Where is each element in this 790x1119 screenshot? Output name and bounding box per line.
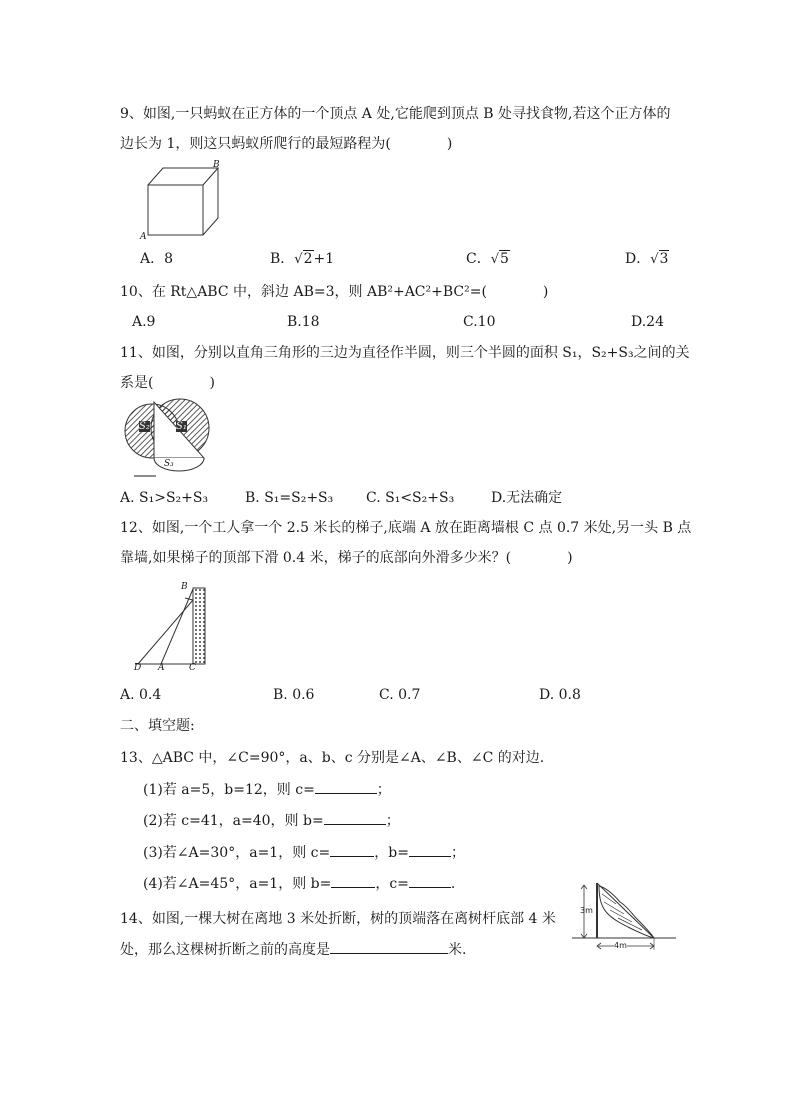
q9-option-d: D．√3	[625, 251, 669, 267]
answer-blank[interactable]	[409, 842, 451, 857]
q10-option-a: A.9	[132, 314, 156, 330]
q11-option-a: A. S₁>S₂+S₃	[120, 490, 209, 506]
q13-part2: (2)若 c=41，a=40，则 b= ；	[143, 810, 400, 831]
section-fill-in-title: 二、填空题:	[120, 718, 195, 734]
ladder-label-a: A	[158, 663, 165, 673]
answer-blank[interactable]	[330, 842, 374, 857]
q11-option-b: B. S₁=S₂+S₃	[245, 490, 334, 506]
q12-text-line2: 靠墙,如果梯子的顶部下滑 0.4 米，梯子的底部向外滑多少米？( )	[120, 550, 573, 566]
label-s1: S₁	[176, 421, 187, 432]
label-s2: S₂	[139, 421, 150, 432]
cube-label-b: B	[213, 160, 220, 170]
ladder-label-d: D	[134, 663, 142, 673]
q12-option-b: B. 0.6	[273, 687, 315, 703]
q9-option-c: C．√5	[466, 251, 509, 267]
answer-blank[interactable]	[324, 810, 386, 825]
answer-blank[interactable]	[331, 873, 375, 888]
q13-part1: (1)若 a=5，b=12，则 c= ；	[143, 779, 391, 800]
q12-text-line1: 12、如图,一个工人拿一个 2.5 米长的梯子,底端 A 放在距离墙根 C 点 0.7 米处,另一头 B 点	[120, 520, 692, 536]
q10-option-b: B.18	[287, 314, 320, 330]
q10-text: 10、在 Rt△ABC 中，斜边 AB=3，则 AB²+AC²+BC²=( )	[120, 284, 549, 300]
q9-text-line1: 9、如图,一只蚂蚁在正方体的一个顶点 A 处,它能爬到顶点 B 处寻找食物,若这个正方体的	[120, 106, 671, 122]
q13-part4: (4)若∠A=45°，a=1，则 b= ，c= .	[143, 873, 455, 894]
q10-option-d: D.24	[631, 314, 664, 330]
label-3m: 3m	[580, 906, 593, 915]
q13-part3: (3)若∠A=30°，a=1，则 c= ，b= ；	[143, 842, 465, 863]
q11-option-c: C. S₁<S₂+S₃	[366, 490, 455, 506]
answer-blank[interactable]	[330, 939, 448, 954]
q10-option-c: C.10	[463, 314, 496, 330]
answer-blank[interactable]	[315, 779, 377, 794]
label-4m: 4m	[614, 941, 627, 950]
q13-text: 13、△ABC 中，∠C=90°，a、b、c 分别是∠A、∠B、∠C 的对边.	[120, 750, 545, 766]
q12-option-a: A. 0.4	[120, 687, 162, 703]
q9-option-a: A．8	[140, 251, 174, 267]
q9-option-b: B．√2+1	[270, 251, 335, 267]
q14-text-line1: 14、如图,一棵大树在离地 3 米处折断，树的顶端落在离树杆底部 4 米	[120, 911, 556, 927]
q12-option-c: C. 0.7	[379, 687, 421, 703]
q9-text-line2: 边长为 1，则这只蚂蚁所爬行的最短路程为( )	[120, 136, 453, 152]
ladder-figure	[130, 580, 215, 670]
q14-text-line2: 处，那么这棵树折断之前的高度是 米.	[120, 939, 466, 960]
cube-figure	[138, 160, 228, 240]
cube-label-a: A	[140, 232, 147, 242]
q12-option-d: D. 0.8	[539, 687, 581, 703]
label-s3: S₃	[164, 459, 174, 469]
q11-text-line1: 11、如图，分别以直角三角形的三边为直径作半圆，则三个半圆的面积 S₁，S₂+S₃之间的关	[120, 345, 690, 361]
ladder-label-b: B	[181, 582, 188, 592]
q11-text-line2: 系是( )	[120, 375, 215, 391]
q11-option-d: D.无法确定	[491, 490, 563, 506]
answer-blank[interactable]	[409, 873, 451, 888]
ladder-label-c: C	[189, 663, 196, 673]
